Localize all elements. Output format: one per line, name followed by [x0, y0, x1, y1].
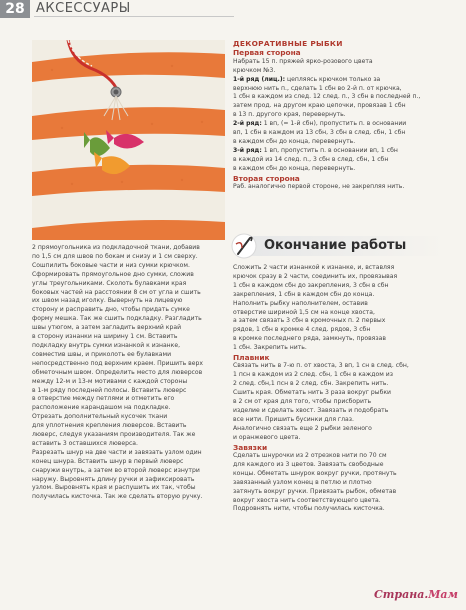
text-line: Подровнять нити, чтобы получилась кисточка. [233, 505, 385, 513]
row-label: 1-й ряд (лиц.): [233, 75, 286, 83]
text-line: форму мешка. Так же сшить подкладку. Разгладить [32, 315, 202, 323]
text-line: Связать нить в 7-ю п. от хвоста, 3 вп, 1 сн в след. сбн, [233, 362, 409, 370]
text-line: Разрезать шнур на две части и завязать узлом один [32, 448, 202, 456]
text-line: вставить 3 оставшихся люверса. [32, 439, 138, 447]
text-line: швы утюгом, а затем загладить верхний край [32, 324, 182, 332]
row-2-line [233, 120, 438, 129]
watermark-part1: Страна [374, 588, 425, 601]
text-line: люверс, следуя указаниям производителя. Так же [32, 431, 196, 439]
text-line: 1 сбн в каждом из след. 12 след. п., 3 сбн в последней п., [233, 93, 421, 101]
text-line: Сшить края. Обметать нить 3 раза вокруг рыбки [233, 389, 391, 397]
text-line: затем прод. на другом краю цепочки, провязав 1 сбн [233, 102, 406, 110]
text-line: сторону и расправить дно, чтобы придать сумке [32, 306, 190, 314]
text-line: углы треугольниками. Сколоть булавками края [32, 279, 187, 287]
text-line: конец шнура. Вставить шнур в первый люверс [32, 457, 184, 465]
text-line: снаружи внутрь, а затем во второй люверс изнутри [32, 466, 200, 474]
row-label: 3-й ряд: [233, 146, 262, 154]
section-title: АКСЕССУАРЫ [36, 1, 131, 16]
banner-title: Окончание работы [264, 238, 407, 253]
text-line: наружу. Выровнять длину ручки и зафиксировать [32, 475, 195, 483]
text-line: вп, 1 сбн в каждом из 13 сбн, 3 сбн в след. сбн, 1 сбн [233, 129, 406, 137]
text-line: 1 сбн. Закрепить нить. [233, 344, 307, 352]
text-line: в 2 см от края для того, чтобы присборить [233, 398, 372, 406]
row-3-line [233, 147, 438, 156]
finishing-instructions [233, 264, 438, 514]
text-line: совместив швы, и приколоть ее булавками [32, 350, 172, 358]
text-line: крючком №3. [233, 66, 276, 74]
finishing-banner [230, 232, 450, 260]
text-line: обметочным швом. Определить место для люверсов [32, 368, 203, 376]
text-line: в 1-м ряду последней полосы. Вставить люверс [32, 386, 187, 394]
text-line: вокруг хвоста нить соответствующего цвета. [233, 496, 381, 504]
text-line: по 1,5 см для швов по бокам и снизу и 1 см сверху. [32, 252, 198, 260]
text-line: для уплотнения крепления люверсов. Вставить [32, 422, 187, 430]
text-line: все нити. Пришить бусинки для глаз. [233, 415, 354, 423]
subheading-second-side: Вторая сторона [233, 173, 300, 183]
text-line: Аналогично связать еще 2 рыбки зеленого [233, 424, 372, 432]
subheading-tail: Плавник [233, 353, 270, 363]
text-line: цепляясь крючком только за [285, 75, 381, 83]
text-line: завязанный узлом конец в петлю и плотно [233, 478, 372, 486]
text-line: для каждого из 3 цветов. Завязать свободные [233, 460, 384, 468]
text-line: в каждой из 14 след. п., 3 сбн в след. сбн, 1 сбн [233, 155, 389, 163]
text-line: в сторону изнанки на ширину 1 см. Вставить [32, 333, 178, 341]
text-line: Сложить 2 части изнанкой к изнанке, и, вставляя [233, 264, 395, 271]
subheading-first-side: Первая сторона [233, 48, 301, 58]
text-line: непосредственно под верхним краем. Пришить верх [32, 359, 203, 367]
text-line: изделие и сделать хвост. Завязать и подобрать [233, 407, 389, 414]
text-line: их швом назад иголку. Вывернуть на лицевую [32, 297, 183, 305]
page-number: 28 [0, 0, 30, 18]
text-line: Набрать 15 п. пряжей ярко-розового цвета [233, 57, 373, 65]
bag-illustration [32, 40, 225, 240]
watermark-part2: Мам [428, 588, 458, 601]
text-line: расположение карандашом на подкладке. [32, 404, 171, 412]
text-line: верхнюю нить п., сделать 1 сбн во 2-й п. от крючка, [233, 84, 402, 92]
row-1-line [233, 76, 438, 85]
text-line: закрепления, 1 сбн в каждом сбн до конца. [233, 290, 375, 298]
text-line: Отрезать дополнительный кусочек ткани [32, 413, 168, 421]
assembly-text [32, 244, 225, 502]
subheading-ties: Завязки [233, 442, 268, 452]
text-line: узлом. Выровнять края и распушить их так, чтобы [32, 484, 196, 492]
watermark: Страна.Мам [374, 588, 458, 601]
text-line: 1 псн в каждом из 2 след. сбн, 1 сбн в каждом из [233, 371, 393, 379]
text-line: 2 прямоугольника из подкладочной ткани, добавив [32, 244, 200, 251]
section-heading: ДЕКОРАТИВНЫЕ РЫБКИ [233, 39, 343, 48]
text-line: в отверстие между петлями и отметить его [32, 395, 175, 403]
text-line: и оранжевого цвета. [233, 433, 301, 441]
text-line: крючок сразу в 2 части, соединить их, провязывая [233, 272, 398, 280]
text-line: 1 сбн в каждом сбн до закрепления, 3 сбн в сбн [233, 281, 389, 289]
text-line: боковых частей на расстоянии 8 см от угла и сшить [32, 288, 201, 296]
text-line: между 12-м и 13-м мотивами с каждой стороны [32, 377, 188, 385]
text-line: затянуть вокруг ручки. Привязать рыбок, обметав [233, 487, 397, 495]
fish-instructions [233, 39, 438, 192]
bag-photo [32, 40, 225, 240]
text-line: 2 след. сбн,1 псн в 2 след. сбн. Закрепить нить. [233, 380, 389, 388]
text-line: а затем связать 3 сбн в кромочных п. 2 первых [233, 317, 386, 325]
text-line: рядов, 1 сбн в кромке 4 след. рядов, 3 сбн [233, 326, 371, 334]
text-line: в кромке последнего ряда, замкнуть, провязав [233, 335, 386, 343]
text-line: получилась кисточка. Так же сделать вторую ручку. [32, 493, 203, 501]
text-line: Сделать шнурочки из 2 отрезков нити по 70 см [233, 452, 387, 460]
text-line: 1 вп, (= 1-й сбн), пропустить п. в основании [261, 120, 407, 128]
text-line: в 13 п. другого края, перевернуть. [233, 111, 346, 119]
text-line: в каждом сбн до конца, перевернуть. [233, 137, 356, 145]
text-line: в каждом сбн до конца, перевернуть. [233, 164, 356, 172]
crochet-hook-icon [230, 232, 258, 260]
text-line: концы. Обметать шнурок вокруг ручки, протянуть [233, 469, 397, 477]
text-line: Раб. аналогично первой стороне, не закрепляя нить. [233, 183, 405, 190]
text-line: 1 вп, пропустить п. в основании вп, 1 сбн [261, 146, 398, 154]
header-rule [34, 16, 234, 17]
text-line: отверстие шириной 1,5 см на конце хвоста, [233, 308, 375, 316]
text-line: Сформировать прямоугольное дно сумки, сложив [32, 270, 194, 278]
text-line: подкладку внутрь сумки изнанкой к изнанке, [32, 341, 181, 349]
text-line: Наполнить рыбку наполнителем, оставив [233, 299, 368, 307]
text-line: Сошпилить боковые части и низ сумки крючком. [32, 261, 190, 269]
row-label: 2-й ряд: [233, 120, 262, 128]
